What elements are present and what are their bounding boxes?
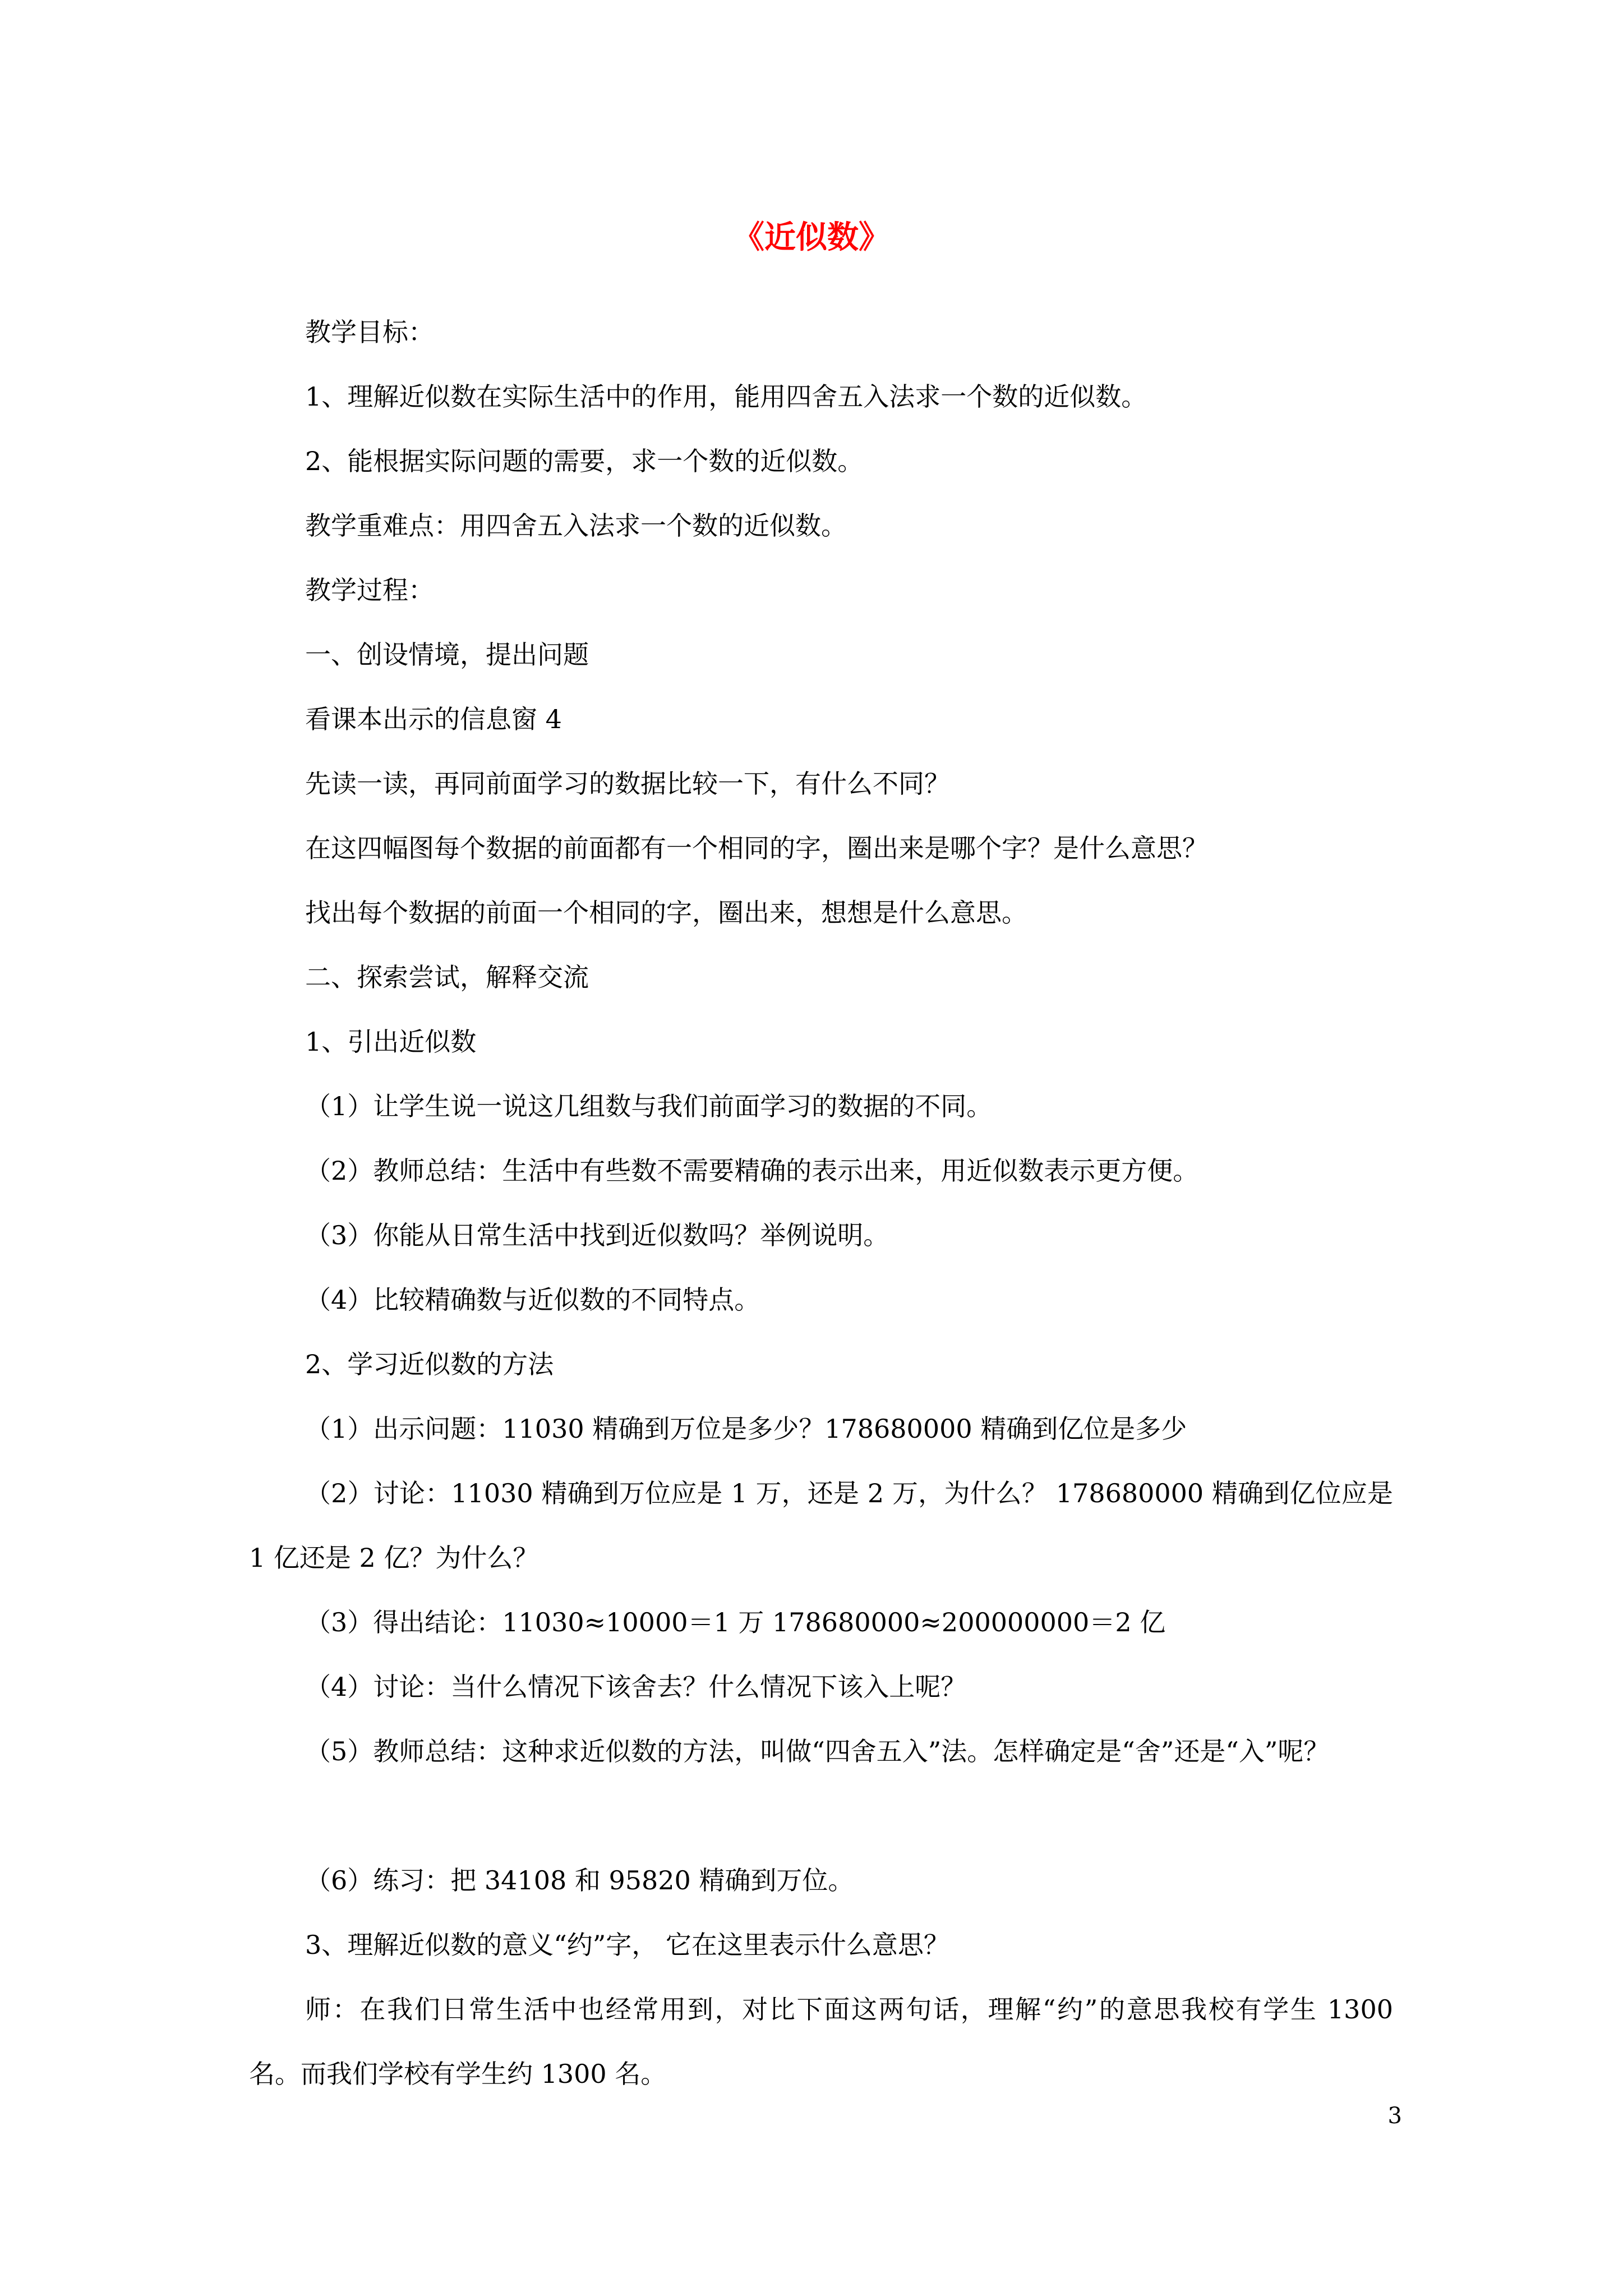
- paragraph-method-1: （1）出示问题：11030 精确到万位是多少？178680000 精确到亿位是多少: [305, 1414, 1187, 1444]
- paragraph-info-window: 看课本出示的信息窗 4: [305, 704, 562, 734]
- paragraph-method-3: （3）得出结论：11030≈10000＝1 万 178680000≈200000000＝2 亿: [305, 1607, 1166, 1637]
- paragraph-method-4: （4）讨论：当什么情况下该舍去？什么情况下该入上呢？: [305, 1672, 967, 1702]
- paragraph-item-3: （3）你能从日常生活中找到近似数吗？举例说明。: [305, 1220, 889, 1250]
- paragraph-item-1: （1）让学生说一说这几组数与我们前面学习的数据的不同。: [305, 1091, 993, 1121]
- paragraph-goal-1: 1、理解近似数在实际生活中的作用，能用四舍五入法求一个数的近似数。: [305, 381, 1147, 412]
- paragraph-four-pictures: 在这四幅图每个数据的前面都有一个相同的字，圈出来是哪个字？是什么意思？: [305, 833, 1208, 863]
- paragraph-key-difficulty: 教学重难点：用四舍五入法求一个数的近似数。: [305, 510, 847, 541]
- paragraph-section-2-heading: 二、探索尝试，解释交流: [305, 962, 589, 992]
- paragraph-read-compare: 先读一读，再同前面学习的数据比较一下，有什么不同？: [305, 769, 950, 799]
- paragraph-item-2: （2）教师总结：生活中有些数不需要精确的表示出来，用近似数表示更方便。: [305, 1156, 1199, 1186]
- paragraph-teaching-goals-heading: 教学目标：: [305, 317, 434, 347]
- page-number: 3: [1387, 2103, 1402, 2129]
- paragraph-learn-method: 2、学习近似数的方法: [305, 1349, 554, 1379]
- paragraph-meaning-yue: 3、理解近似数的意义“约”字， 它在这里表示什么意思？: [305, 1930, 949, 1960]
- paragraph-goal-2: 2、能根据实际问题的需要，求一个数的近似数。: [305, 446, 864, 476]
- paragraph-process-heading: 教学过程：: [305, 575, 434, 605]
- paragraph-method-5: （5）教师总结：这种求近似数的方法，叫做“四舍五入”法。怎样确定是“舍”还是“入”呢？: [305, 1736, 1330, 1766]
- paragraph-method-2: （2）讨论：11030 精确到万位应是 1 万，还是 2 万，为什么？ 178680000 精确到亿位应是 1 亿还是 2 亿？为什么？: [249, 1478, 1393, 1573]
- paragraph-method-6: （6）练习：把 34108 和 95820 精确到万位。: [305, 1865, 854, 1895]
- paragraph-item-4: （4）比较精确数与近似数的不同特点。: [305, 1285, 760, 1315]
- paragraph-teacher-example: 师：在我们日常生活中也经常用到，对比下面这两句话，理解“约”的意思我校有学生 1300 名。而我们学校有学生约 1300 名。: [249, 1994, 1393, 2089]
- document-title: 《近似数》: [733, 219, 890, 256]
- paragraph-find-same-word: 找出每个数据的前面一个相同的字，圈出来，想想是什么意思。: [305, 898, 1027, 928]
- paragraph-section-1-heading: 一、创设情境，提出问题: [305, 639, 589, 670]
- paragraph-introduce-approx: 1、引出近似数: [305, 1027, 477, 1057]
